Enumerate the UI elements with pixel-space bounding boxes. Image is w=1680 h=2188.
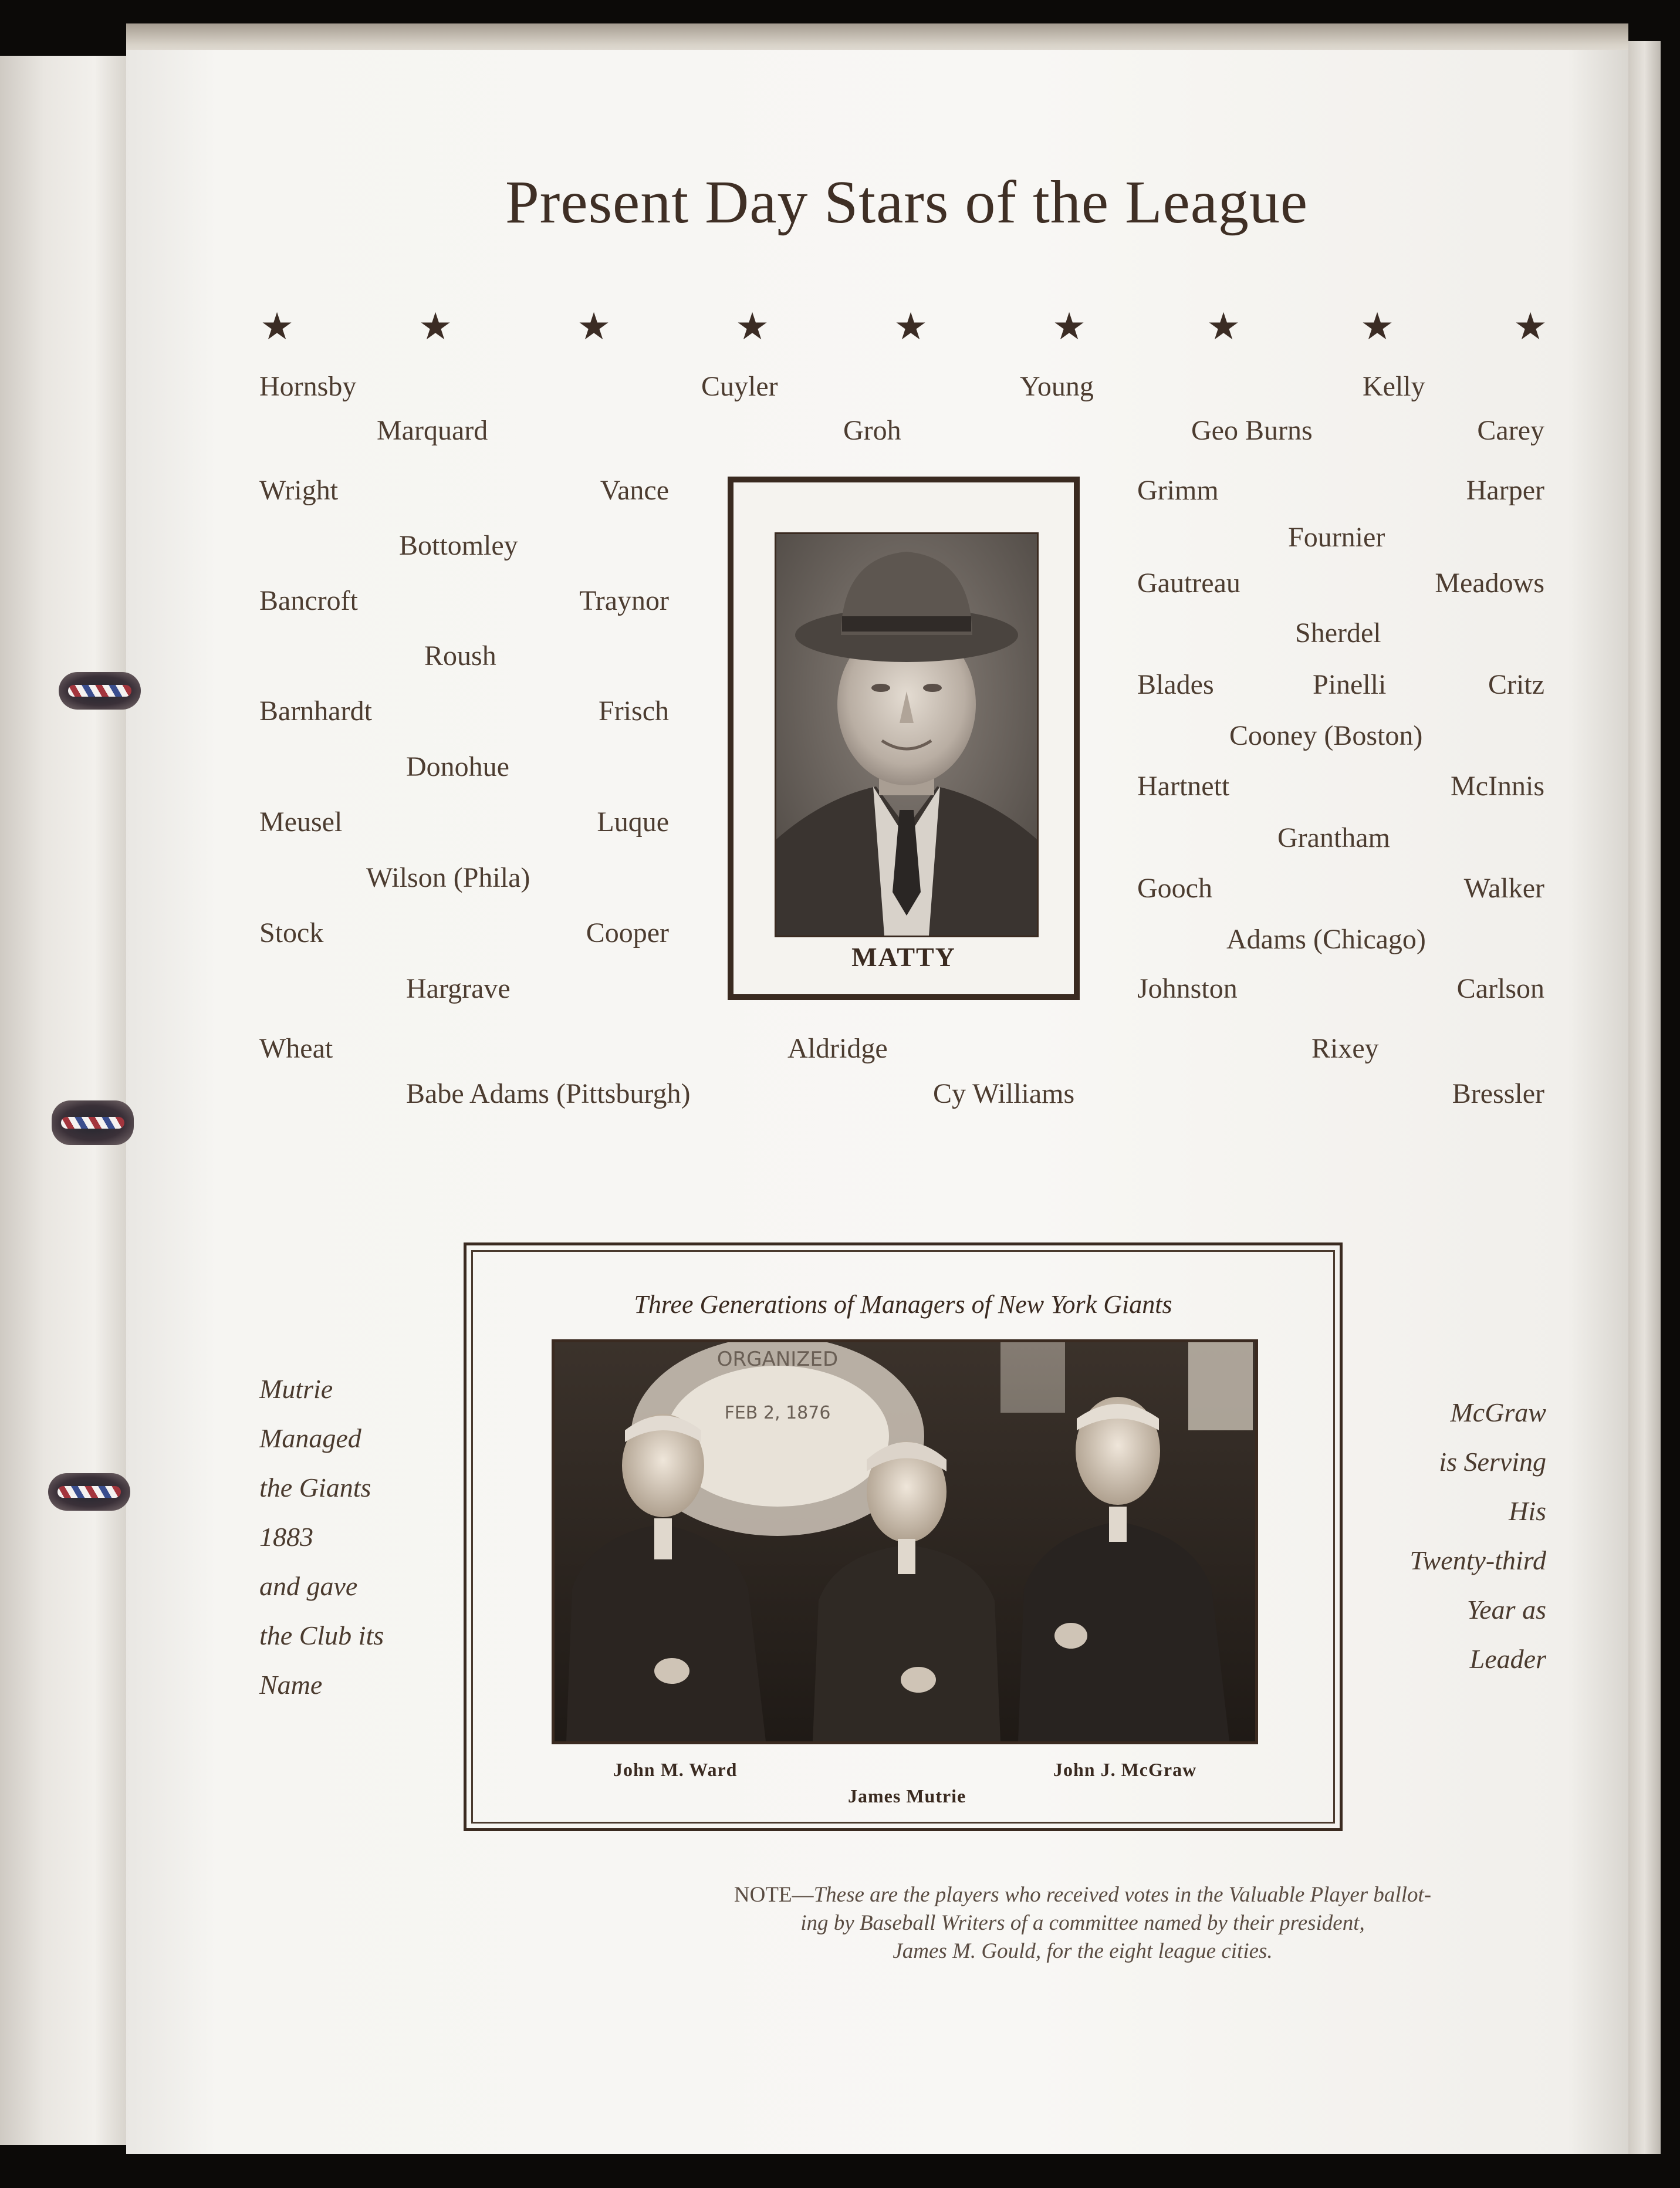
player-name: Meadows: [1435, 568, 1544, 599]
footnote-line-2: ing by Baseball Writers of a committee named by their president,: [800, 1911, 1365, 1935]
mcgraw-note-line: Twenty-third: [1409, 1545, 1546, 1575]
star-icon: ★: [894, 306, 928, 347]
managers-photo: [552, 1339, 1258, 1744]
player-name: Bottomley: [399, 530, 518, 561]
binding-hole-middle: [52, 1100, 134, 1145]
player-name: McInnis: [1451, 771, 1544, 802]
player-name: Hornsby: [259, 371, 357, 402]
player-name: Gooch: [1137, 873, 1212, 904]
mcgraw-note-line: Leader: [1469, 1644, 1546, 1674]
binding-cord: [68, 685, 131, 697]
player-name: Blades: [1137, 669, 1214, 700]
player-name: Stock: [259, 917, 324, 948]
player-name: Frisch: [599, 695, 669, 727]
star-icon: ★: [1206, 306, 1240, 347]
mcgraw-note-line: McGraw: [1450, 1397, 1546, 1427]
mcgraw-note-line: is Serving: [1439, 1447, 1546, 1477]
mcgraw-note: [1350, 1388, 1546, 1684]
star-icon: ★: [260, 306, 294, 347]
managers-photo-image: [555, 1342, 1255, 1741]
matty-label: MATTY: [851, 942, 956, 972]
page-right-edge: [1628, 41, 1661, 2154]
star-icon: ★: [1513, 306, 1547, 347]
star-icon: ★: [1360, 306, 1394, 347]
footnote-line-1: [616, 1881, 1549, 1909]
player-name: Carlson: [1456, 973, 1544, 1004]
mutrie-note-line: and gave: [259, 1571, 358, 1601]
player-name: Wright: [259, 475, 339, 506]
page-title: Present Day Stars of the League: [505, 168, 1309, 236]
player-name: Aldridge: [787, 1033, 888, 1064]
footnote: [616, 1881, 1549, 1966]
player-name: Harper: [1466, 475, 1544, 506]
footnote-prefix: NOTE—: [733, 1883, 814, 1907]
player-name: Grantham: [1277, 822, 1390, 853]
player-name: Bancroft: [259, 585, 358, 616]
organized-sign-date: FEB 2, 1876: [724, 1403, 831, 1423]
binding-cord: [61, 1117, 124, 1129]
player-name: Bressler: [1452, 1078, 1544, 1109]
player-name: Luque: [597, 806, 669, 838]
player-name: Kelly: [1363, 371, 1425, 402]
star-icon: ★: [1052, 306, 1086, 347]
player-name: Vance: [600, 475, 669, 506]
player-name: Walker: [1463, 873, 1544, 904]
player-name: Cooney (Boston): [1229, 720, 1423, 751]
mutrie-note-line: Mutrie: [259, 1374, 333, 1404]
mutrie-note-line: Name: [259, 1670, 323, 1700]
player-name: Babe Adams (Pittsburgh): [406, 1078, 691, 1109]
mcgraw-note-line: His: [1509, 1496, 1546, 1526]
mutrie-note: [259, 1365, 384, 1710]
player-name: Barnhardt: [259, 695, 372, 727]
player-name: Wilson (Phila): [366, 862, 530, 893]
player-name: Marquard: [377, 415, 488, 446]
binding-hole-bottom: [48, 1473, 130, 1511]
star-icon: ★: [735, 306, 769, 347]
matty-photo: [775, 532, 1039, 937]
mcgraw-note-line: Year as: [1466, 1595, 1546, 1625]
star-icon: ★: [577, 306, 611, 347]
star-icon: ★: [418, 306, 452, 347]
managers-photo-frame: [464, 1242, 1343, 1831]
player-name: Pinelli: [1313, 669, 1387, 700]
caption-james-mutrie: James Mutrie: [848, 1785, 966, 1807]
player-name: Critz: [1488, 669, 1544, 700]
player-name: Fournier: [1288, 522, 1385, 553]
player-name: Hartnett: [1137, 771, 1230, 802]
booklet-page: [126, 50, 1628, 2154]
player-name: Gautreau: [1137, 568, 1240, 599]
mutrie-note-line: Managed: [259, 1423, 361, 1453]
mutrie-note-line: the Club its: [259, 1620, 384, 1650]
player-name: Meusel: [259, 806, 343, 838]
player-name: Hargrave: [406, 973, 511, 1004]
organized-sign-text: ORGANIZED: [716, 1348, 839, 1371]
caption-john-m-ward: John M. Ward: [613, 1759, 738, 1780]
footnote-line-3: James M. Gould, for the eight league cities.: [893, 1939, 1273, 1963]
player-name: Groh: [843, 415, 901, 446]
mutrie-note-line: the Giants: [259, 1473, 371, 1502]
matty-portrait-image: [776, 534, 1037, 936]
mutrie-note-line: 1883: [259, 1522, 313, 1552]
player-name: Donohue: [406, 751, 509, 782]
managers-title: Three Generations of Managers of New York Giants: [634, 1290, 1172, 1319]
caption-john-j-mcgraw: John J. McGraw: [1053, 1759, 1197, 1780]
player-name: Johnston: [1137, 973, 1238, 1004]
player-name: Cuyler: [701, 371, 778, 402]
matty-portrait-frame: [728, 477, 1080, 1000]
player-name: Geo Burns: [1191, 415, 1313, 446]
footnote-text: These are the players who received votes in the Valuable Player ballot-: [813, 1883, 1432, 1907]
player-name: Traynor: [579, 585, 669, 616]
player-name: Grimm: [1137, 475, 1219, 506]
binding-hole-top: [59, 672, 141, 710]
player-name: Rixey: [1311, 1033, 1379, 1064]
player-name: Cy Williams: [933, 1078, 1075, 1109]
player-name: Young: [1020, 371, 1094, 402]
player-name: Carey: [1477, 415, 1544, 446]
binding-cord: [58, 1486, 121, 1498]
player-name: Roush: [424, 640, 496, 671]
player-name: Sherdel: [1295, 617, 1381, 649]
player-name: Adams (Chicago): [1226, 924, 1426, 955]
player-name: Cooper: [586, 917, 669, 948]
player-name: Wheat: [259, 1033, 333, 1064]
